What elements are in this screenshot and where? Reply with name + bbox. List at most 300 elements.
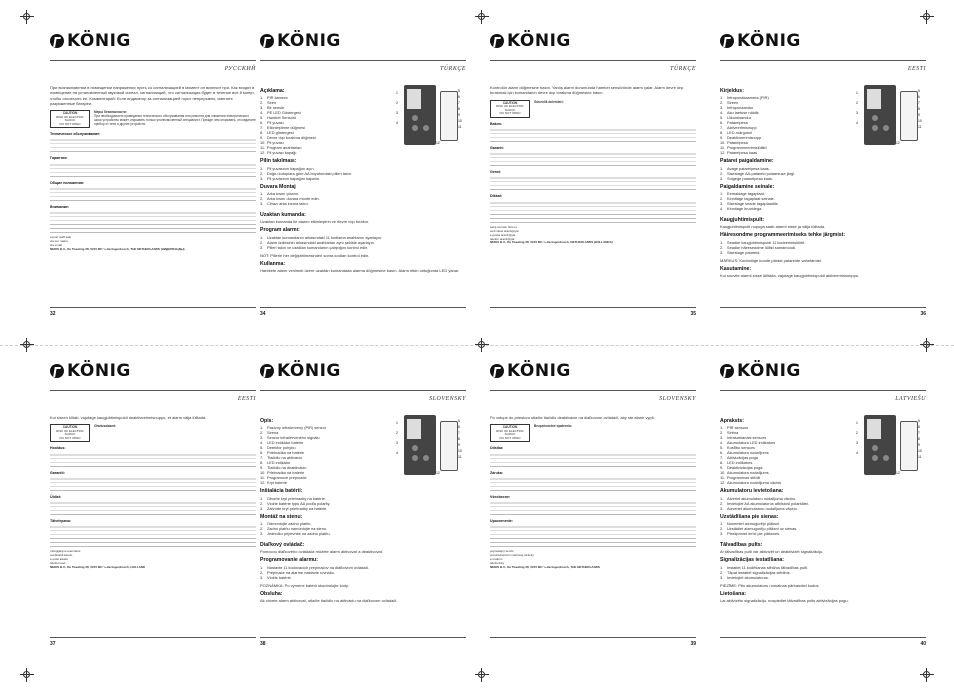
callout-number: 8: [918, 437, 920, 441]
section-text: Harekete alarm verilmek üzere uzaktan kumandada alarma düğmesine basın. Alarm etkin olduğunda LED yanar.: [260, 268, 460, 274]
callout-number: 10: [918, 449, 922, 453]
callout-number: 1: [396, 91, 398, 95]
callout-number: 9: [918, 113, 920, 117]
step-text: Pilleri takın ve uzaktan kumandanın çalıştığını kontrol edin.: [267, 244, 369, 250]
step-list: [720, 565, 926, 580]
callout-number: 5: [918, 89, 920, 93]
page-number: 36: [920, 311, 926, 317]
logo-mark-icon: [50, 364, 64, 378]
part-label: Senzor infračerveného signálu: [267, 435, 320, 441]
page-body: [50, 61, 256, 252]
contact-info: [50, 236, 256, 252]
section-heading: Záruka:: [490, 470, 503, 475]
part-label: Patareipesa: [727, 140, 748, 146]
device-button: [423, 125, 429, 131]
step-number: 3.: [720, 574, 724, 580]
step-number: 3.: [260, 574, 264, 580]
step-number: 3.: [720, 530, 724, 536]
section-heading: Tālvadības pults:: [720, 541, 763, 548]
page-footer: [50, 637, 256, 652]
pir-sensor-window: [867, 89, 881, 109]
callout-number: 9: [458, 443, 460, 447]
brand-logo: [490, 361, 571, 381]
device-figure: [856, 85, 926, 214]
device-button: [412, 455, 418, 461]
parts-column: [260, 85, 390, 209]
section-heading: Garantii:: [50, 470, 65, 475]
safety-warning: [50, 424, 256, 442]
note-text: NOT: Pillerin her değiştirilmesinden sonra kodları kontrol edin.: [260, 252, 370, 258]
section-heading: Tähelepanu:: [50, 519, 72, 524]
device-button: [412, 115, 418, 121]
safety-text: [94, 110, 256, 128]
part-number: 8.: [260, 460, 264, 466]
page-footer: [50, 307, 256, 322]
registration-mark: [20, 10, 34, 24]
alarm-device-illustration: [396, 415, 466, 477]
step-item: [260, 175, 390, 181]
registration-mark: [475, 338, 489, 352]
part-label: LED-märgutuli: [727, 130, 752, 136]
safety-title: Bezpečnostné opatrenia:: [534, 424, 572, 429]
safety-text: [534, 424, 572, 442]
section-body-text: [50, 163, 256, 177]
part-label: LED indikators: [727, 460, 753, 466]
part-number: 1.: [260, 425, 264, 431]
parts-title: Opis:: [260, 418, 274, 424]
step-text: Avage patareipesa kaas.: [727, 165, 770, 171]
step-text: Kinnitage kruvidega.: [727, 205, 763, 211]
part-label: Patareipesa kaas: [727, 150, 758, 156]
section-body-text: [490, 176, 696, 190]
step-number: 3.: [720, 175, 724, 181]
brand-logo: [260, 361, 341, 381]
callout-number: 11: [918, 455, 922, 459]
brand-name: KÖNIG: [737, 361, 801, 381]
step-number: 3.: [720, 200, 724, 206]
section-heading: Montáž na stenu:: [260, 513, 303, 520]
parts-list: [720, 425, 850, 485]
section-text: Lai aktivizētu signalizāciju, nospiediet tālvadības pults aktivizācijas pogu.: [720, 598, 849, 604]
callout-number: 11: [918, 125, 922, 129]
callout-number: 4: [856, 451, 858, 455]
safety-warning: [490, 100, 696, 118]
callout-number: 1: [396, 421, 398, 425]
step-list: [260, 565, 466, 580]
section-heading: Obsluha:: [260, 591, 283, 598]
pir-sensor-window: [407, 419, 421, 439]
step-number: 1.: [260, 234, 264, 240]
section-heading: Genel:: [490, 170, 502, 175]
step-number: 2.: [260, 170, 264, 176]
contact-line: e-posta aracılığıyla: [490, 232, 516, 237]
part-number: 2.: [260, 430, 264, 436]
section-heading: Bakım:: [490, 121, 502, 126]
device-button: [423, 455, 429, 461]
part-number: 12.: [720, 150, 726, 156]
device-figure: [396, 85, 466, 209]
part-item: [720, 150, 850, 156]
step-text: Piestipriniet ierīci pie plāksnes.: [727, 530, 781, 536]
parts-title: Kirjeldus:: [720, 88, 744, 94]
intro-text: Kontrolün alarm düğmesine basın. Yanlış alarm durumunda hareket sensöründe alarm çalar. Alarm devre dışı bırakmak için kumandanın devre dışı bırakma düğmesine basın.: [490, 85, 684, 96]
step-text: Seadke häireseadme lülitid samamoodi.: [727, 244, 796, 250]
page-footer: [260, 307, 466, 322]
step-number: 3.: [260, 505, 264, 511]
step-text: Seadke kaugjuhtimispuldi 11 kodeerimislülitit.: [727, 239, 805, 245]
step-text: Doğru kutuplara göre AA boyutundaki pilleri takın.: [267, 170, 353, 176]
remote-control-illustration: [440, 421, 458, 471]
part-number: 9.: [260, 465, 264, 471]
step-list: [260, 235, 466, 250]
part-number: 4.: [720, 440, 724, 446]
step-list: [260, 496, 390, 511]
step-text: Zadnú platňu namontujte na stenu.: [267, 525, 328, 531]
parts-list: [260, 425, 390, 485]
pir-sensor-window: [867, 419, 881, 439]
step-list: [720, 521, 850, 536]
remote-control-illustration: [900, 421, 918, 471]
section-body-text: [490, 201, 696, 223]
part-number: 3.: [720, 105, 724, 111]
device-button: [872, 125, 878, 131]
part-label: PIR kamera: [267, 95, 288, 101]
parts-layout: [260, 85, 466, 209]
page-body: [720, 391, 926, 604]
callout-number: 12: [896, 141, 900, 145]
page-header: [490, 22, 696, 72]
step-number: 1.: [720, 239, 724, 245]
page-body: [490, 61, 696, 245]
step-text: Uzaktan kumandanın arkasındaki 11 kodlama anahtarını ayarlayın.: [267, 234, 383, 240]
step-number: 2.: [720, 569, 724, 575]
part-label: Pasívny infračervený (PIR) senzor: [267, 425, 327, 431]
parts-title: Apraksts:: [720, 418, 744, 424]
part-number: 6.: [260, 120, 264, 126]
callout-number: 6: [918, 95, 920, 99]
part-number: 10.: [260, 140, 266, 146]
part-number: 4.: [260, 440, 264, 446]
step-number: 1.: [260, 165, 264, 171]
part-label: Etkinleştirme düğmesi: [267, 125, 306, 131]
device-button: [883, 455, 889, 461]
part-label: Infrasarkanais sensors: [727, 435, 767, 441]
section-heading: Dikkat:: [490, 194, 502, 199]
section-body-text: [50, 477, 256, 491]
intro-text: При возникновении в помещении напряжения пусть со сигнализацией в момент он включит при. Как входят в помещение на установленный звуковой сигнал, сигнализаций, что сигнализация будет в течение все 8 минут, чтобы отключить ее. Комментарий: Если индикатор за сигнализацией горит непрерывно, смените разряженные батареи.: [50, 85, 255, 106]
contact-line: prostredníctvom webovej stránky: [490, 553, 534, 558]
part-label: Programové prepínače: [267, 475, 307, 481]
part-number: 9.: [260, 135, 264, 141]
section-heading: Diaľkový ovládač:: [260, 541, 305, 548]
part-label: Siréna: [267, 430, 279, 436]
step-number: 3.: [260, 200, 264, 206]
part-number: 10.: [720, 140, 726, 146]
page-body: [720, 61, 926, 279]
part-label: Aktiveerimisnupp: [727, 125, 757, 131]
device-button: [412, 445, 418, 451]
step-number: 2.: [720, 500, 724, 506]
page-header: [260, 22, 466, 72]
step-list: [260, 521, 390, 536]
language-label: SLOVENSKY: [659, 396, 696, 402]
note-text: PIEZĪME: Pēc akumulatoru nomaiņas pārbaudiet kodus.: [720, 582, 820, 588]
section-text: Ar tālvadības pulti var aktivizēt un deaktivizēt signalizāciju.: [720, 549, 824, 555]
callout-number: 2: [396, 101, 398, 105]
section-body-text: [50, 187, 256, 201]
section-body-text: [50, 211, 256, 233]
step-item: [720, 530, 850, 536]
page-header: [720, 352, 926, 402]
contact-line: web sitesi aracılığıyla: [490, 228, 519, 233]
step-text: Sulgege patareipesa kaas.: [727, 175, 774, 181]
manual-page: [716, 352, 930, 652]
registration-mark: [920, 338, 934, 352]
step-number: 3.: [720, 505, 724, 511]
part-number: 5.: [260, 115, 264, 121]
logo-mark-icon: [260, 34, 274, 48]
part-number: 2.: [720, 100, 724, 106]
parts-list: [260, 95, 390, 155]
callout-number: 6: [458, 425, 460, 429]
callout-number: 9: [458, 113, 460, 117]
step-number: 3.: [720, 249, 724, 255]
parts-list: [720, 95, 850, 155]
contact-line: veebisaidi kaudu: [50, 553, 73, 558]
contact-line: e-mailom: [490, 557, 503, 562]
callout-number: 7: [458, 431, 460, 435]
language-label: РУССКИЙ: [224, 66, 256, 72]
part-label: Pil yuvası: [267, 140, 284, 146]
step-text: Sisestage patareid.: [727, 249, 761, 255]
safety-text: [534, 100, 564, 118]
part-item: [260, 150, 390, 156]
page-number: 40: [920, 641, 926, 647]
part-number: 10.: [720, 470, 726, 476]
part-label: Akumulatora nodalījums: [727, 470, 769, 476]
page-number: 34: [260, 311, 266, 317]
brand-name: KÖNIG: [277, 31, 341, 51]
contact-line: NEDIS B.V., De Tweeling 28, 5215 MC 's-Hertogenbosch, HOLLAND: [50, 565, 146, 570]
step-number: 2.: [260, 569, 264, 575]
part-number: 9.: [720, 465, 724, 471]
step-text: Pil yuvasının kapağını kapatın.: [267, 175, 320, 181]
step-text: Atveriet akumulatoru nodalījuma vāciņu.: [727, 495, 797, 501]
section-body-text: [490, 477, 696, 491]
step-text: Kinnitage tagaplaat seinale.: [727, 195, 775, 201]
page-footer: [490, 637, 696, 652]
language-label: SLOVENSKY: [429, 396, 466, 402]
part-number: 8.: [720, 460, 724, 466]
part-number: 6.: [720, 450, 724, 456]
section-heading: Kullanma:: [260, 261, 286, 268]
page-header: [720, 22, 926, 72]
part-number: 4.: [260, 110, 264, 116]
caution-shock-hazard-icon: CAUTION RISK OF ELECTRIC SHOCK DO NOT OPEN: [50, 424, 90, 442]
part-number: 9.: [720, 135, 724, 141]
part-number: 12.: [260, 480, 266, 486]
section-heading: Inštalácia batérií:: [260, 488, 303, 495]
page-footer: [720, 307, 926, 322]
part-label: LED indikátor batérie: [267, 440, 304, 446]
step-number: 2.: [720, 195, 724, 201]
callout-number: 1: [856, 421, 858, 425]
callout-number: 4: [396, 121, 398, 125]
step-number: 1.: [260, 495, 264, 501]
part-number: 3.: [260, 435, 264, 441]
step-number: 2.: [720, 244, 724, 250]
section-body-text: [50, 138, 256, 152]
contact-line: NEDIS B.V., De Tweeling 28, 5215 MC 's-Hertogenbosch, THE NETHERLANDS (НИДЕРЛАНДЫ): [50, 247, 185, 252]
callout-number: 2: [856, 101, 858, 105]
part-label: Akumulatora nodalījums: [727, 450, 769, 456]
intro-text: Kui sireen kõlab, vajutage kaugjuhtimispuldi deaktiveerimisnuppu, et alarm välja lülitada.: [50, 415, 207, 420]
callout-number: 12: [436, 141, 440, 145]
section-text: Pomocou diaľkového ovládača môžete alarm aktivovať a deaktivovať.: [260, 549, 384, 555]
section-heading: Lietošana:: [720, 591, 746, 598]
remote-control-illustration: [440, 91, 458, 141]
section-heading: Häiresondme programmeerimiseks tehke järgmist:: [720, 232, 846, 239]
section-heading: Program alarmı:: [260, 227, 300, 234]
part-number: 1.: [260, 95, 264, 101]
part-label: Tlačidlo na aktiváciu: [267, 455, 303, 461]
step-item: [260, 530, 390, 536]
brand-logo: [490, 31, 571, 51]
part-label: Patareipesa: [727, 120, 748, 126]
section-heading: Garanti:: [490, 145, 504, 150]
section-heading: Kasutamine:: [720, 266, 752, 273]
contact-line: e-posti kaudu: [50, 557, 69, 562]
language-label: TÜRKÇE: [669, 66, 696, 72]
callout-number: 2: [856, 431, 858, 435]
safety-title: Меры безопасности:: [94, 110, 127, 115]
step-number: 1.: [720, 564, 724, 570]
part-number: 5.: [720, 445, 724, 451]
step-text: Ievietojiet akumulatorus.: [727, 574, 769, 580]
caution-shock-hazard-icon: CAUTION RISK OF ELECTRIC SHOCK DO NOT OPEN: [490, 100, 530, 118]
section-text: Uzaktan kumanda ile alarmı etkinleştirin ve devre dışı bırakın.: [260, 219, 370, 225]
step-text: Arka kısmı duvara monte edin.: [267, 195, 320, 201]
contact-line: via our mains: [50, 239, 68, 244]
section-body-text: [50, 501, 256, 515]
step-text: Aizveriet akumulatoru nodalījuma vāciņu.: [727, 505, 798, 511]
callout-number: 12: [436, 471, 440, 475]
part-item: [260, 480, 390, 486]
note-text: MÄRKUS: Kontrollige koode pärast patareide vahetamist.: [720, 257, 822, 263]
section-body-text: [50, 453, 256, 467]
step-item: [720, 249, 926, 255]
parts-column: [720, 415, 850, 539]
language-label: EESTI: [907, 66, 926, 72]
parts-layout: [720, 415, 926, 539]
part-item: [720, 480, 850, 486]
alarm-device-illustration: [856, 85, 926, 147]
pir-sensor-window: [407, 89, 421, 109]
step-number: 3.: [260, 175, 264, 181]
page-body: [260, 391, 466, 604]
part-label: Program anahtarları: [267, 145, 302, 151]
step-number: 2.: [260, 525, 264, 531]
brand-logo: [260, 31, 341, 51]
step-text: Prepínače na alarme nastavte rovnako.: [267, 569, 335, 575]
step-text: Vložte batérie typu AA podľa polarity.: [267, 500, 331, 506]
section-body-text: [490, 152, 696, 166]
callout-number: 9: [918, 443, 920, 447]
section-body-text: [490, 501, 696, 515]
intro-text: Po vstupe do priestoru stlačte tlačidlo deaktivácie na diaľkovom ovládači, aby ste alarm vypli.: [490, 415, 655, 420]
page-header: [50, 352, 256, 402]
part-number: 11.: [260, 145, 266, 151]
part-label: LED indikátor: [267, 460, 291, 466]
part-number: 5.: [260, 445, 264, 451]
part-number: 12.: [260, 150, 266, 156]
language-label: EESTI: [237, 396, 256, 402]
part-number: 3.: [260, 105, 264, 111]
page-header: [490, 352, 696, 402]
page-number: 38: [260, 641, 266, 647]
brand-name: KÖNIG: [67, 361, 131, 381]
part-number: 7.: [260, 125, 264, 131]
step-number: 1.: [720, 190, 724, 196]
section-heading: Paigaldamine seinale:: [720, 183, 775, 190]
step-list: [720, 166, 850, 181]
device-button: [412, 125, 418, 131]
step-number: 2.: [720, 525, 724, 531]
page-header: [260, 352, 466, 402]
safety-title: Ohutusalased:: [94, 424, 117, 429]
parts-column: [260, 415, 390, 539]
step-number: 1.: [260, 190, 264, 196]
section-heading: Гарантия:: [50, 156, 68, 161]
step-text: Noņemiet aizmugurējo plāksni.: [727, 520, 781, 526]
note-text: POZNÁMKA: Po výmene batérií skontrolujte kódy.: [260, 582, 349, 588]
alarm-device-illustration: [856, 415, 926, 477]
brand-name: KÖNIG: [507, 361, 571, 381]
step-text: Sisestage AA-patareid polaarsuse järgi.: [727, 170, 796, 176]
part-label: Programmas slēdži: [727, 475, 761, 481]
safety-title: Güvenlik önlemleri:: [534, 99, 564, 104]
registration-mark: [920, 668, 934, 682]
section-heading: Patarei paigaldamine:: [720, 158, 774, 165]
page-footer: [260, 637, 466, 652]
device-figure: [856, 415, 926, 539]
brand-name: KÖNIG: [277, 361, 341, 381]
page-number: 39: [690, 641, 696, 647]
contact-line: satış sonrası hizmet: [490, 224, 517, 229]
callout-number: 6: [458, 95, 460, 99]
part-label: Aku laetuse näidik: [727, 110, 759, 116]
callout-number: 8: [918, 107, 920, 111]
logo-mark-icon: [720, 364, 734, 378]
section-heading: Signalizācijas iestatīšana:: [720, 557, 785, 564]
part-label: Liikumisandur: [727, 115, 752, 121]
manual-page: [256, 352, 470, 652]
step-text: Nastavte 11 kódovacích prepínačov na diaľkovom ovládači.: [267, 564, 370, 570]
section-text: Kaugjuhtimispulti nupuga saab alarmi sisse ja välja lülitada.: [720, 224, 826, 230]
part-label: Aktivizācijas poga: [727, 455, 758, 461]
part-number: 7.: [260, 455, 264, 461]
step-number: 1.: [720, 495, 724, 501]
step-number: 4.: [720, 205, 724, 211]
device-button: [872, 115, 878, 121]
callout-number: 10: [458, 449, 462, 453]
contact-line: via email: [50, 243, 62, 248]
callout-number: 7: [918, 101, 920, 105]
logo-mark-icon: [720, 34, 734, 48]
safety-warning: [490, 424, 696, 442]
contact-line: NEDIS B.V., De Tweeling 28, 5215 MC 's-Hertogenbosch, THE NETHERLANDS: [490, 565, 600, 570]
logo-mark-icon: [490, 34, 504, 48]
